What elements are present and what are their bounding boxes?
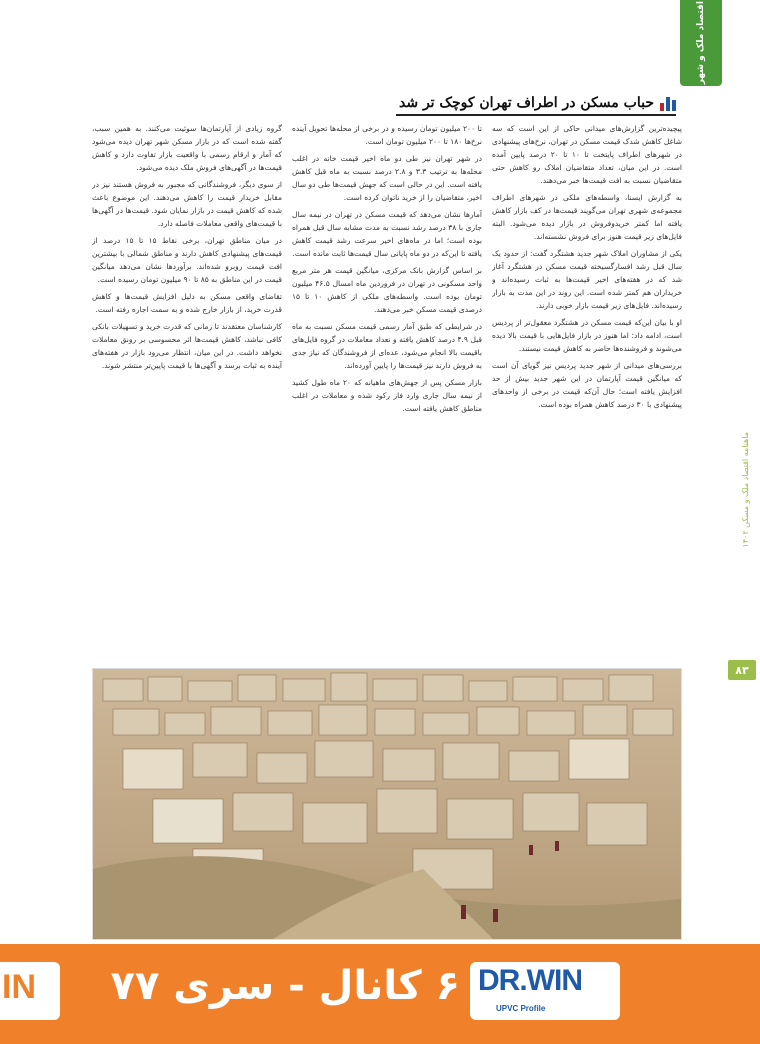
section-tab-label: اقتصاد ملک و شهر bbox=[696, 1, 706, 85]
paragraph: یکی از مشاوران املاک شهر جدید هشتگرد گفت: از حدود یک سال قبل رشد افسارگسیخته قیمت مسکن در هشتگرد آغاز شد که در هفته‌های اخیر قیمت‌ها به ثبات رسیده‌اند و خریداران هم کمتر شده است. این روند در این مدت به بازار رسیده‌اند. فایل‌های زیر قیمت بازار خوبی دارند. bbox=[492, 249, 682, 310]
column-2 bbox=[292, 122, 482, 642]
column-1 bbox=[492, 122, 682, 642]
headline: حباب مسکن در اطراف تهران کوچک تر شد bbox=[398, 95, 654, 111]
paragraph: گروه زیادی از آپارتمان‌ها سوئیت می‌کنند. به همین سبب، گفته شده است که در بازار مسکن شهر تهران دیده می‌شود که آمار و ارقام رسمی با واقعیت بازار تفاوت دارد و کاهش قیمت‌ها در آگهی‌های فروش ملک دیده می‌شود. bbox=[92, 124, 282, 172]
paragraph: تا ۲۰۰ میلیون تومان رسیده و در برخی از محله‌ها تحویل آینده نرخ‌ها ۱۸۰ تا ۲۰۰ میلیون تومان است. bbox=[292, 124, 482, 146]
paragraph: از سوی دیگر، فروشندگانی که مجبور به فروش هستند نیز در مقابل خریدار قیمت را کاهش می‌دهند. این موضوع باعث شده که کاهش قیمت در بازار نمایان شود. قیمت‌ها در آگهی‌ها با قیمت‌های واقعی معاملات فاصله دارد. bbox=[92, 180, 282, 228]
bar-chart-icon bbox=[660, 95, 676, 111]
page-number: ۸۳ bbox=[728, 660, 756, 680]
paragraph: بر اساس گزارش بانک مرکزی، میانگین قیمت هر متر مربع واحد مسکونی در تهران در فروردین ماه امسال ۴۶.۵ میلیون تومان بوده است. واسطه‌های ملکی از کاهش ۱۰ تا ۱۵ درصدی قیمت مسکن خبر می‌دهند. bbox=[292, 266, 482, 314]
paragraph: آمارها نشان می‌دهد که قیمت مسکن در تهران در نیمه سال جاری با ۳۸ درصد رشد نسبت به مدت مشابه سال قبل همراه بوده است؛ اما در ماه‌های اخیر سرعت رشد قیمت کاهش یافته تا این‌که در دو ماه پایانی سال قیمت‌ها ثابت مانده است. bbox=[292, 210, 482, 258]
brand-logo bbox=[470, 962, 620, 1020]
paragraph: کارشناسان معتقدند تا زمانی که قدرت خرید و تسهیلات بانکی کافی نباشد، کاهش قیمت‌ها اثر محسوسی بر رونق معاملات نخواهد داشت. در این میان، انتظار می‌رود بازار در هفته‌های آینده به ثبات برسد و آگهی‌ها با قیمت پایین‌تر منتشر شوند. bbox=[92, 322, 282, 370]
paragraph: تقاضای واقعی مسکن به دلیل افزایش قیمت‌ها و کاهش قدرت خرید، از بازار خارج شده و به سمت اجاره رفته است. bbox=[92, 292, 282, 314]
brand-left-text: IN bbox=[2, 968, 36, 1006]
side-strip bbox=[736, 330, 754, 650]
paragraph: بازار مسکن پس از جهش‌های ماهیانه که ۲۰ ماه طول کشید از نیمه سال جاری وارد فاز رکود شده و معاملات در اغلب مناطق کاهش یافته است. bbox=[292, 378, 482, 413]
hillside-houses-photo bbox=[92, 668, 682, 940]
paragraph: در میان مناطق تهران، برخی نقاط ۱۵ تا ۱۵ درصد از قیمت‌های پیشنهادی کاهش دارند و مناطق شمالی با بیشترین افت قیمت روبرو شده‌اند. برآوردها نشان می‌دهد میانگین قیمت در این مناطق به ۸۵ تا ۹۰ میلیون تومان رسیده است. bbox=[92, 236, 282, 284]
section-tab bbox=[680, 0, 722, 86]
paragraph: بررسی‌های میدانی از شهر جدید پردیس نیز گویای آن است که میانگین قیمت آپارتمان در این شهر جدید بیش از حد افزایش یافته است؛ حال آن‌که قیمت در برخی از واحدهای پیشنهادی با ۳۰ درصد کاهش همراه بوده است. bbox=[492, 361, 682, 409]
brand-logo-partial bbox=[0, 962, 60, 1020]
paragraph: پیچیده‌ترین گزارش‌های میدانی حاکی از این است که سه شاغل کاهش شدک قیمت مسکن در تهران، نرخ‌های پیشنهادی در شهرهای اطراف پایتخت تا ۱۰ تا ۲۰ درصد پایین آمده است. در این میان، تعداد متقاضیان املاک رو کاهش حتی متقاضیان نسبت به افت قیمت‌ها خبر می‌دهند. bbox=[492, 124, 682, 185]
headline-row bbox=[396, 92, 676, 116]
column-3 bbox=[92, 122, 282, 642]
brand-subtitle: UPVC Profile bbox=[496, 1004, 546, 1013]
paragraph: در شهر تهران نیز طی دو ماه اخیر قیمت خانه در اغلب محله‌ها به ترتیب ۳.۳ و ۲.۸ درصد نسبت به ماه قبل کاهش یافته است. این در حالی است که جهش قیمت‌ها طی دو سال اخیر، متقاضیان را از خرید ناتوان کرده است. bbox=[292, 154, 482, 202]
footer-title: ۶ کانال - سری ۷۷ bbox=[110, 963, 460, 1009]
footer-banner bbox=[0, 944, 760, 1044]
side-strip-label: ماهنامه اقتصاد ملک و مسکن ۱۴۰۲ bbox=[740, 432, 750, 548]
paragraph: در شرایطی که طبق آمار رسمی قیمت مسکن نسبت به ماه قبل ۴.۹ درصد کاهش یافته و تعداد معاملات در گروه فایل‌های باقیمت بالا انجام می‌شود، عده‌ای از فروشندگان که نیاز جدی به فروش دارند نیز قیمت‌ها را پایین آورده‌اند. bbox=[292, 322, 482, 370]
brand-name: DR.WIN bbox=[478, 964, 582, 997]
paragraph: به گزارش ایسنا، واسطه‌های ملکی در شهرهای اطراف مجموعه‌ی شهری تهران می‌گویند قیمت‌ها در کف بازار کاهش یافته اما کمتر خرید‌وفروش در بازار دیده می‌شود. البته فایل‌های زیر قیمت هنوز برای فروش نشسته‌اند. bbox=[492, 193, 682, 241]
article-columns bbox=[92, 122, 682, 642]
paragraph: او با بیان این‌که قیمت مسکن در هشتگرد معقول‌تر از پردیس است، ادامه داد: اما هنوز در بازار فایل‌هایی با قیمت بالا دیده می‌شوند و فروشنده‌ها حاضر به کاهش قیمت نیستند. bbox=[492, 318, 682, 353]
